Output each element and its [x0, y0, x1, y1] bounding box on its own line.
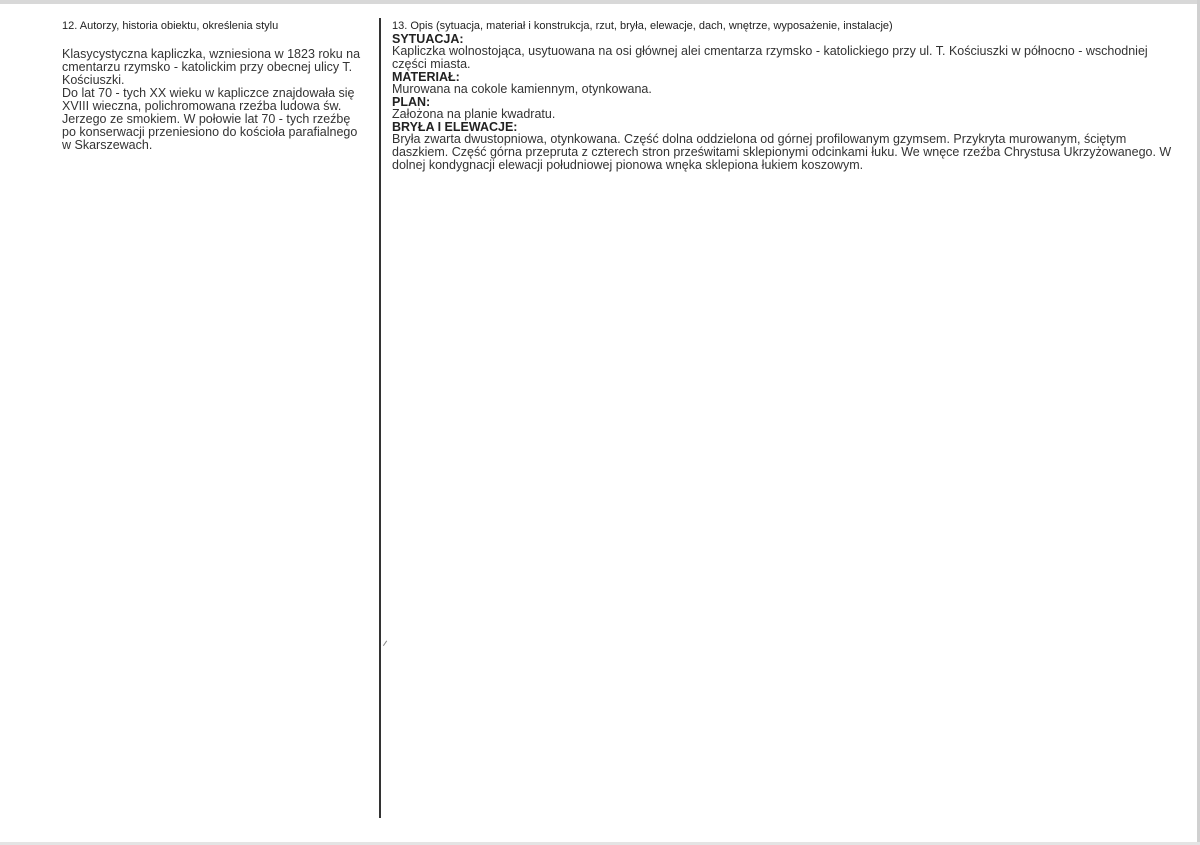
- situation-text: Kapliczka wolnostojąca, usytuowana na osi głównej alei cmentarza rzymsko - katolickiego przy ul. T. Kościuszki w północno - wschodniej części miasta.: [392, 44, 1148, 71]
- history-paragraph-1: Klasycystyczna kapliczka, wzniesiona w 1823 roku na cmentarzu rzymsko - katolickim przy obecnej ulicy T. Kościuszki.: [62, 47, 361, 87]
- massing-elevations-text: Bryła zwarta dwustopniowa, otynkowana. Część dolna oddzielona od górnej profilowanym gzymsem. Przykryta murowanym, ściętym daszkiem. Część górna przepruta z czterech stron prześwitami sklepionymi odcinkami łuku. We wnęce rzeźba Chrystusa Ukrzyżowanego. W dolnej kondygnacji elewacji południowej pionowa wnęka sklepiona łukiem koszowym.: [392, 132, 1172, 172]
- plan-label: PLAN:: [392, 95, 431, 109]
- authors-history-title: 12. Autorzy, historia obiektu, określenia stylu: [62, 20, 279, 32]
- description-title: 13. Opis (sytuacja, materiał i konstrukcja, rzut, bryła, elewacje, dach, wnętrze, wyposażenie, instalacje): [392, 20, 893, 32]
- plan-text: Założona na planie kwadratu.: [392, 107, 556, 121]
- material-text: Murowana na cokole kamiennym, otynkowana.: [392, 82, 652, 96]
- situation-label: SYTUACJA:: [392, 32, 464, 46]
- material-label: MATERIAŁ:: [392, 70, 460, 84]
- massing-elevations-label: BRYŁA I ELEWACJE:: [392, 120, 518, 134]
- authors-history-column: [62, 20, 362, 152]
- column-divider: [379, 18, 381, 818]
- description-column: [392, 20, 1182, 172]
- page-top-edge: [0, 0, 1200, 4]
- history-paragraph-2: Do lat 70 - tych XX wieku w kapliczce znajdowała się XVIII wieczna, polichromowana rzeźba ludowa św. Jerzego ze smokiem. W połowie lat 70 - tych rzeźbę po konserwacji przeniesiono do kościoła parafialnego w Skarszewach.: [62, 86, 358, 152]
- pen-mark: [383, 641, 392, 650]
